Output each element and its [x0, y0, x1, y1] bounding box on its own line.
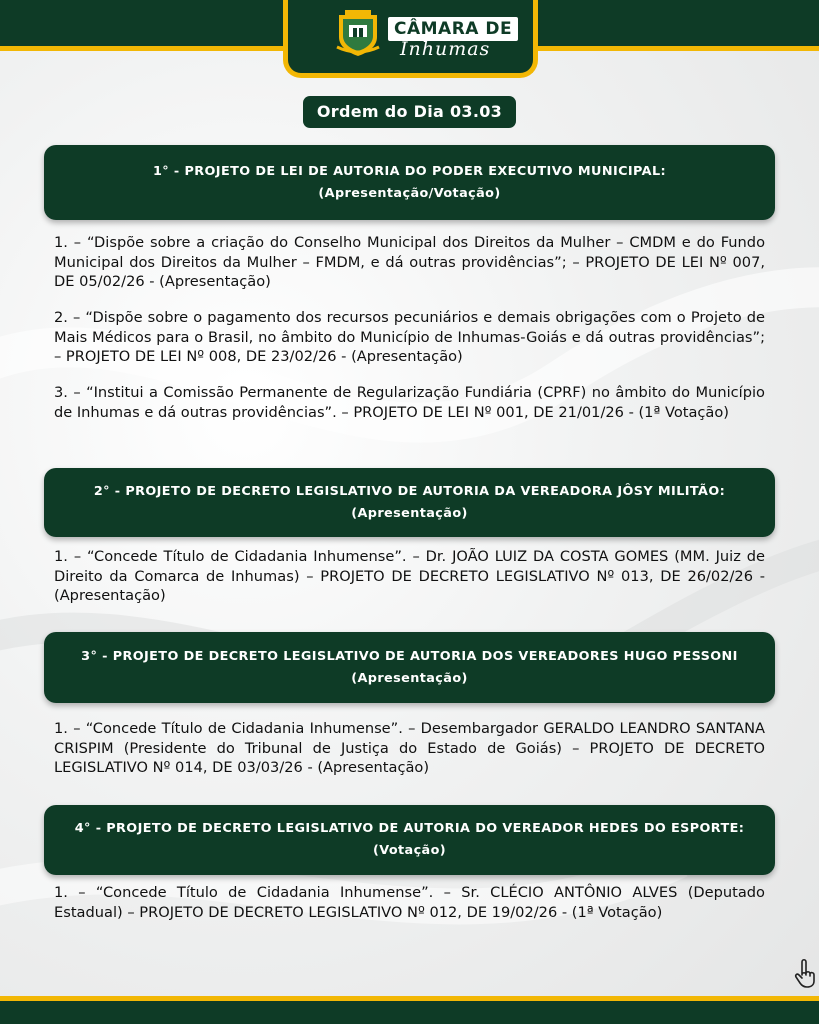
section-2-header [44, 468, 775, 537]
agenda-date-badge: Ordem do Dia 03.03 [303, 96, 516, 128]
section-1-header [44, 145, 775, 220]
section-1-title: 1° - PROJETO DE LEI DE AUTORIA DO PODER EXECUTIVO MUNICIPAL: [152, 163, 667, 179]
logo-title: CÂMARA DE [388, 17, 518, 41]
section-2-title: 2° - PROJETO DE DECRETO LEGISLATIVO DE AUTORIA DA VEREADORA JÔSY MILITÃO: [93, 483, 726, 499]
section-1-item-1: 1. – “Dispõe sobre a criação do Conselho Municipal dos Direitos da Mulher – CMDM e do Fundo Municipal dos Direitos da Mulher – FMDM, e dá outras providências”; – PROJETO DE LEI Nº 007, DE 05/02/26 - (Apresentação) [54, 234, 765, 290]
section-4-item-1: 1. – “Concede Título de Cidadania Inhumense”. – Sr. CLÉCIO ANTÔNIO ALVES (Deputado Estadual) – PROJETO DE DECRETO LEGISLATIVO Nº 012, DE 19/02/26 - (1ª Votação) [54, 884, 765, 921]
city-crest-icon [335, 9, 381, 57]
logo-header [283, 0, 538, 78]
logo-subtitle: Inhumas [400, 38, 491, 60]
section-4-subtitle: (Votação) [372, 843, 447, 858]
section-2-item-1: 1. – “Concede Título de Cidadania Inhumense”. – Dr. JOÃO LUIZ DA COSTA GOMES (MM. Juiz de Direito da Comarca de Inhumas) – PROJETO DE DECRETO LEGISLATIVO Nº 013, DE 26/02/26 - (Apresentação) [54, 548, 765, 604]
section-1-item-2: 2. – “Dispõe sobre o pagamento dos recursos pecuniários e demais obrigações com o Projeto de Mais Médicos para o Brasil, no âmbito do Município de Inhumas-Goiás e dá outras providências”; – PROJETO DE LEI Nº 008, DE 23/02/26 - (Apresentação) [54, 309, 765, 365]
section-2-subtitle: (Apresentação) [351, 505, 468, 521]
section-1-subtitle: (Apresentação/Votação) [318, 185, 501, 201]
section-1-item-3: 3. – “Institui a Comissão Permanente de Regularização Fundiária (CPRF) no âmbito do Município de Inhumas e dá outras providências”. – PROJETO DE LEI Nº 001, DE 21/01/26 - (1ª Votação) [54, 384, 765, 421]
section-3-item-1: 1. – “Concede Título de Cidadania Inhumense”. – Desembargador GERALDO LEANDRO SANTANA CRISPIM (Presidente do Tribunal de Justiça do Estado de Goiás) – PROJETO DE DECRETO LEGISLATIVO Nº 014, DE 03/03/26 - (Apresentação) [54, 720, 765, 776]
section-3-header [44, 632, 775, 703]
section-3-subtitle: (Apresentação) [351, 670, 468, 686]
section-4-header [44, 805, 775, 875]
swipe-hand-icon [793, 958, 819, 988]
bottom-bar [0, 996, 819, 1024]
section-3-title: 3° - PROJETO DE DECRETO LEGISLATIVO DE AUTORIA DOS VEREADORES HUGO PESSONI [81, 648, 738, 664]
section-4-title: 4° - PROJETO DE DECRETO LEGISLATIVO DE AUTORIA DO VEREADOR HEDES DO ESPORTE: [74, 821, 745, 836]
